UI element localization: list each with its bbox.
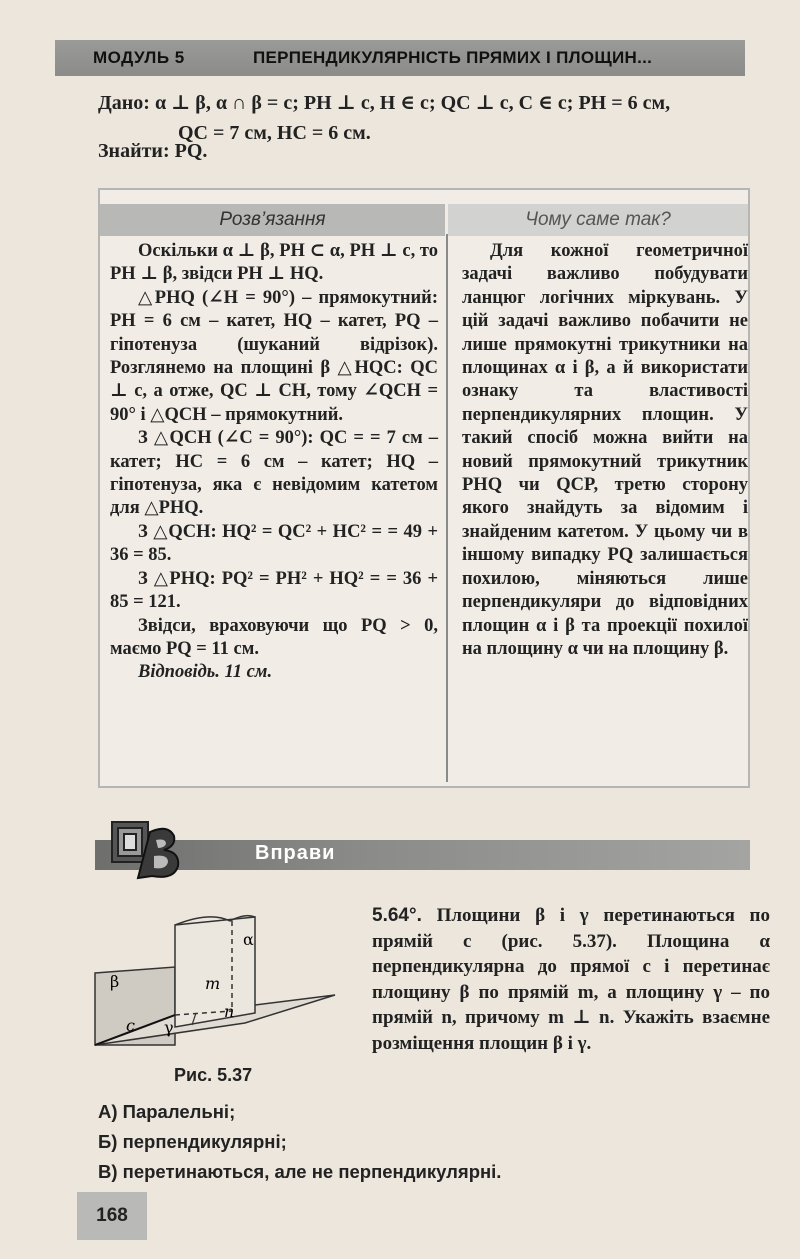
label-gamma: γ <box>164 1018 174 1037</box>
solution-header-right: Чому саме так? <box>448 204 748 236</box>
solution-header-left: Розв’язання <box>100 204 445 236</box>
exercises-label: Вправи <box>255 842 336 864</box>
solution-paragraph: З △PHQ: PQ² = PH² + HQ² = = 36 + 85 = 121. <box>110 568 438 613</box>
solution-paragraph: Звідси, враховуючи що PQ > 0, маємо PQ = 11 см. <box>110 615 438 659</box>
exercises-logo-icon <box>108 818 198 884</box>
given-line-2: QC = 7 см, HC = 6 см. <box>178 122 371 144</box>
figure-5-37 <box>90 905 350 1055</box>
find-line: Знайти: PQ. <box>98 140 208 162</box>
page-number: 168 <box>77 1192 147 1240</box>
module-label: МОДУЛЬ 5 <box>93 48 185 67</box>
chapter-title: ПЕРПЕНДИКУЛЯРНІСТЬ ПРЯМИХ І ПЛОЩИН... <box>253 48 653 67</box>
solution-answer: Відповідь. 11 см. <box>138 662 273 683</box>
exercise-number: 5.64°. <box>372 905 422 926</box>
solution-paragraph: З △QCH (∠C = 90°): QC = = 7 см – катет; HC = 6 см – катет; HQ – гіпотенуза, яка є невідомим катетом для △PHQ. <box>110 428 438 519</box>
option-c: В) перетинаються, але не перпендикулярні. <box>98 1161 502 1182</box>
running-header <box>55 40 745 76</box>
solution-header <box>100 204 748 236</box>
given-line-1: Дано: α ⊥ β, α ∩ β = c; PH ⊥ c, H ∈ c; QC ⊥ c, C ∈ c; PH = 6 см, <box>98 92 671 114</box>
label-n: n <box>224 1002 235 1021</box>
answer-options <box>98 1097 501 1187</box>
figure-caption: Рис. 5.37 <box>174 1065 253 1085</box>
explanation-right-column <box>462 240 748 661</box>
label-alpha: α <box>243 930 254 949</box>
label-beta: β <box>110 972 120 991</box>
exercise-text: Площини β і γ перетинаються по прямій c (рис. 5.37). Площина α перпендикулярна до прямої c і перетинає площину β по прямій m, а площину γ – по прямій n, причому m ⊥ n. Укажіть взаємне розміщення площин β і γ. <box>372 905 770 1054</box>
given-block <box>98 88 768 148</box>
solution-left-column <box>110 240 438 685</box>
label-c: c <box>126 1016 135 1035</box>
option-a: А) Паралельні; <box>98 1101 236 1122</box>
explanation-paragraph: Для кожної геометричної задачі важливо побудувати ланцюг логічних міркувань. У цій задачі важливо побачити не лише прямокутні трикутники на площинах α і β, а й використати ознаку та властивості перпендикулярних площин. У такий спосіб можна вийти на новий прямокутний трикутник PHQ чи QCP, третю сторону якого знайдуть за відомим і знайденим катетом. У цьому чи в іншому випадку PQ залишається похилою, міняються лише перпендикуляри до відповідних площин α і β та проекції похилої на площину α чи на площину β. <box>462 241 748 659</box>
option-b: Б) перпендикулярні; <box>98 1131 287 1152</box>
label-m: m <box>205 974 221 993</box>
solution-paragraph: З △QCH: HQ² = QC² + HC² = = 49 + 36 = 85. <box>110 521 438 566</box>
exercise-5-64 <box>372 903 770 1056</box>
column-divider <box>446 234 448 782</box>
solution-paragraph: Оскільки α ⊥ β, PH ⊂ α, PH ⊥ c, то PH ⊥ β, звідси PH ⊥ HQ. <box>110 241 438 285</box>
solution-paragraph: △PHQ (∠H = 90°) – прямокутний: PH = 6 см – катет, HQ – катет, PQ – гіпотенуза (шуканий відрізок). Розглянемо на площині β △HQC: QC ⊥ c, а отже, QC ⊥ CH, тому ∠QCH = 90° і △QCH – прямокутний. <box>110 287 438 425</box>
